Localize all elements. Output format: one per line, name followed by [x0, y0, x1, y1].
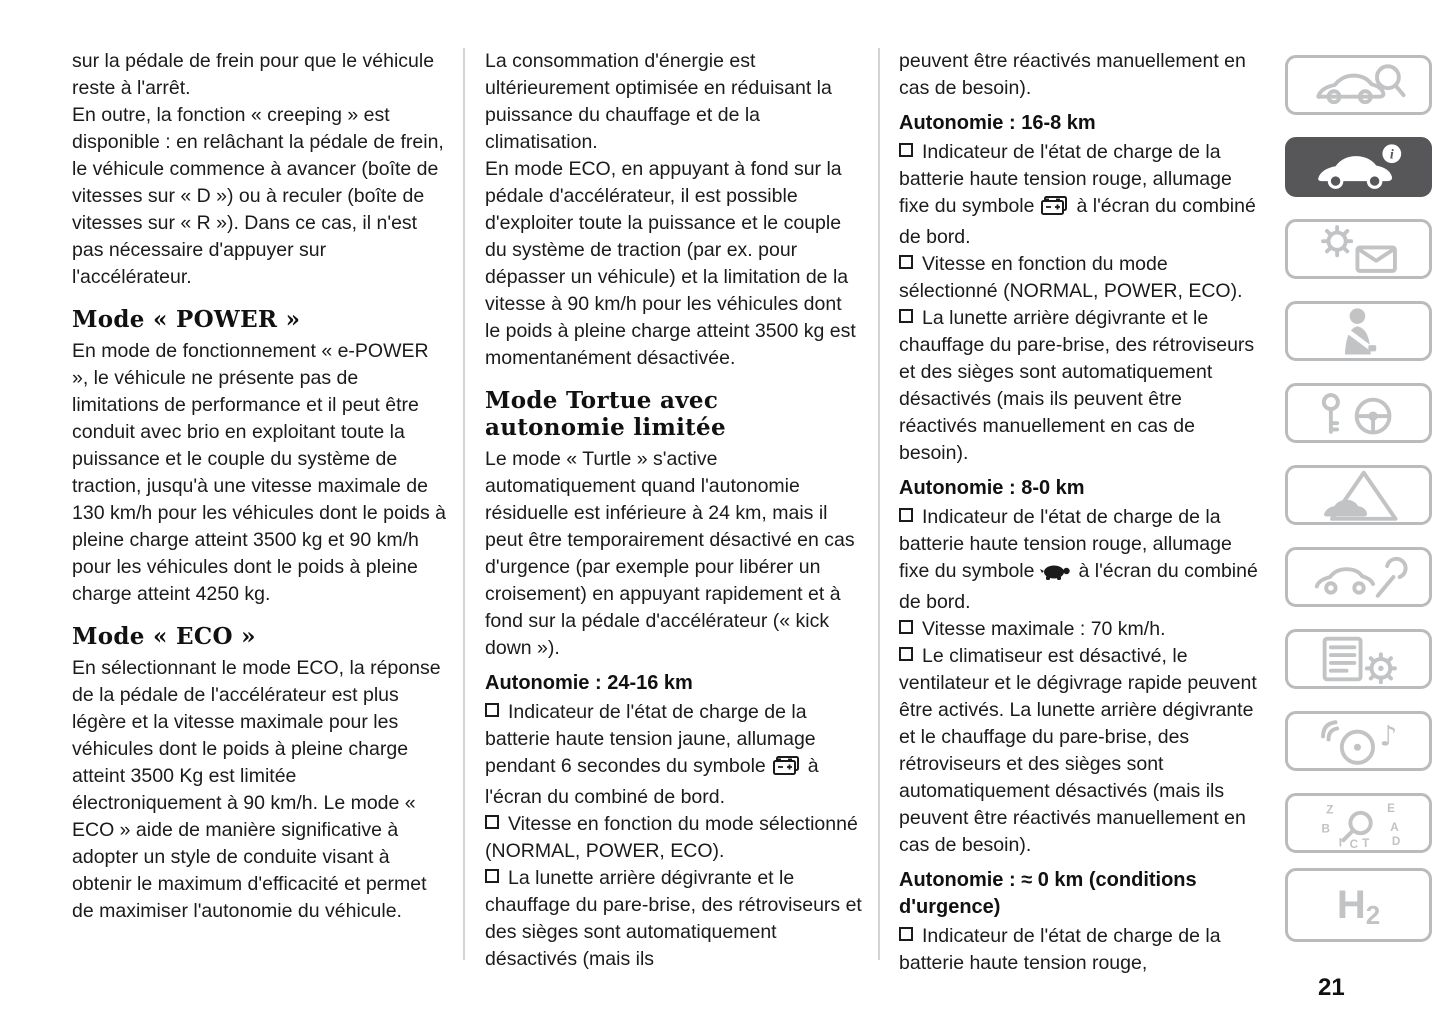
bullet-text: Le climatiseur est désactivé, le ventilateur et le dégivrage rapide peuvent être activés. La lunette arrière dégivrante et le chauffage du pare-brise, des rétroviseurs et des sièges sont automatiquement désactivés (mais ils peuvent être réactivés manuellement en cas de besoin). — [899, 645, 1257, 856]
index-letter: B — [1321, 822, 1330, 836]
square-bullet-icon — [899, 255, 913, 269]
square-bullet-icon — [899, 927, 913, 941]
letters-magnifier-icon — [1303, 798, 1415, 848]
spec-sheet-gear-icon — [1303, 634, 1415, 684]
paragraph: Le mode « Turtle » s'active automatiquement quand l'autonomie résiduelle est inférieure à 24 km, mais il peut être temporairement désactivé en cas d'urgence (par exemple pour libérer un croisement) en appuyant rapidement et à fond sur la pédale d'accélérateur (« kick down »). — [485, 448, 855, 659]
text-column-3 — [899, 48, 1265, 977]
bullet-item — [899, 139, 1265, 251]
index-letter: D — [1391, 834, 1400, 848]
index-letter: I — [1338, 836, 1342, 848]
bullet-text: Vitesse en fonction du mode sélectionné (NORMAL, POWER, ECO). — [899, 253, 1243, 302]
index-letter: A — [1389, 820, 1399, 834]
paragraph: En mode de fonctionnement « e-POWER », le véhicule ne présente pas de limitations de performance et il peut être conduit avec brio en exploitant toute la puissance et le couple du système de traction, jusqu'à une vitesse maximale de 130 km/h pour les véhicules dont le poids à pleine charge atteint 3500 kg et 90 km/h pour les véhicules dont le poids à pleine charge atteint 4250 kg. — [72, 340, 446, 605]
bullet-text: Indicateur de l'état de charge de la batterie haute tension rouge, allumage fixe du symbole — [899, 141, 1232, 217]
bullet-item — [899, 643, 1265, 859]
bullet-text: Vitesse maximale : 70 km/h. — [922, 618, 1166, 640]
index-letter: Z — [1325, 803, 1333, 817]
square-bullet-icon — [485, 703, 499, 717]
tab-alphabetical-index[interactable] — [1285, 793, 1432, 853]
section-heading-turtle: Mode Tortue avec autonomie limitée — [485, 387, 726, 441]
tab-hydrogen-h2[interactable] — [1285, 868, 1432, 942]
tab-warning-lights-messages[interactable] — [1285, 219, 1432, 279]
turtle-icon — [1040, 562, 1072, 589]
paragraph: La consommation d'énergie est ultérieurement optimisée en réduisant la puissance du chauffage et de la climatisation. — [485, 50, 832, 153]
info-glyph: i — [1389, 146, 1394, 163]
bullet-item — [899, 616, 1265, 643]
key-steering-wheel-icon — [1303, 388, 1415, 438]
sun-envelope-icon — [1303, 224, 1415, 274]
subheading-autonomy-16-8: Autonomie : 16-8 km — [899, 112, 1096, 134]
bullet-item — [485, 699, 862, 811]
square-bullet-icon — [485, 815, 499, 829]
tab-starting-and-driving[interactable] — [1285, 383, 1432, 443]
index-letter: T — [1361, 837, 1369, 848]
paragraph: En sélectionnant le mode ECO, la réponse de la pédale de l'accélérateur est plus légère et la vitesse maximale pour les véhicules dont le poids à pleine charge atteint 3500 Kg est limitée électroniquement à 90 km/h. Le mode « ECO » aide de manière significative à adopter un style de conduite visant à obtenir le maximum d'efficacité et permet de maximiser l'autonomie du véhicule. — [72, 657, 441, 922]
index-letter: E — [1386, 802, 1395, 816]
column-divider — [878, 48, 880, 960]
battery-stack-icon — [772, 754, 802, 784]
bullet-item — [485, 811, 862, 865]
tab-technical-data[interactable] — [1285, 629, 1432, 689]
bullet-item — [899, 504, 1265, 616]
tab-servicing-maintenance[interactable] — [1285, 547, 1432, 607]
text-column-1 — [72, 48, 446, 925]
square-bullet-icon — [899, 309, 913, 323]
tab-multimedia[interactable] — [1285, 711, 1432, 771]
section-heading-eco: Mode « ECO » — [72, 623, 256, 650]
bullet-item — [485, 865, 862, 973]
disc-note-icon — [1303, 716, 1415, 766]
subheading-autonomy-0: Autonomie : ≈ 0 km (conditions d'urgence) — [899, 869, 1197, 918]
bullet-text: à l'écran du combiné de bord. — [899, 195, 1256, 248]
car-wrench-icon — [1303, 552, 1415, 602]
seatbelt-person-icon — [1303, 306, 1415, 356]
column-divider — [463, 48, 465, 960]
tab-emergency[interactable] — [1285, 465, 1432, 525]
square-bullet-icon — [899, 143, 913, 157]
section-heading-power: Mode « POWER » — [72, 306, 301, 333]
tab-vehicle-knowledge[interactable] — [1285, 137, 1432, 197]
h2-label-main: H — [1336, 883, 1366, 927]
bullet-item — [899, 305, 1265, 467]
bullet-item — [899, 923, 1265, 977]
warning-triangle-car-icon — [1303, 468, 1415, 522]
bullet-text: Indicateur de l'état de charge de la batterie haute tension rouge, allumage fixe du symbole — [899, 506, 1232, 582]
bullet-text: La lunette arrière dégivrante et le chauffage du pare-brise, des rétroviseurs et des sièges sont automatiquement désactivés (mais ils — [485, 867, 862, 970]
bullet-text: Indicateur de l'état de charge de la batterie haute tension rouge, — [899, 925, 1221, 974]
car-magnifier-icon — [1303, 60, 1415, 110]
square-bullet-icon — [485, 869, 499, 883]
bullet-text: Indicateur de l'état de charge de la batterie haute tension jaune, allumage pendant 6 secondes du symbole — [485, 701, 816, 777]
section-tab-sidebar — [1285, 0, 1438, 1018]
square-bullet-icon — [899, 620, 913, 634]
page-number: 21 — [1318, 974, 1345, 1001]
bullet-text: Vitesse en fonction du mode sélectionné (NORMAL, POWER, ECO). — [485, 813, 858, 862]
text-column-2 — [485, 48, 862, 973]
car-info-icon — [1303, 142, 1415, 192]
subheading-autonomy-24-16: Autonomie : 24-16 km — [485, 672, 693, 694]
h2-label-sub: 2 — [1365, 900, 1381, 930]
paragraph: sur la pédale de frein pour que le véhicule reste à l'arrêt. — [72, 50, 435, 99]
square-bullet-icon — [899, 508, 913, 522]
paragraph: peuvent être réactivés manuellement en cas de besoin). — [899, 50, 1246, 99]
music-note-glyph: ♪ — [1378, 719, 1397, 753]
tab-vehicle-overview[interactable] — [1285, 55, 1432, 115]
bullet-item — [899, 251, 1265, 305]
bullet-text: à l'écran du combiné de bord. — [899, 560, 1258, 613]
battery-stack-icon — [1040, 194, 1070, 224]
square-bullet-icon — [899, 647, 913, 661]
tab-safety[interactable] — [1285, 301, 1432, 361]
bullet-text: à l'écran du combiné de bord. — [485, 755, 819, 808]
paragraph: En outre, la fonction « creeping » est disponible : en relâchant la pédale de frein, le véhicule commence à avancer (boîte de vitesses sur « D ») ou à reculer (boîte de vitesses sur « R »). Dans ce cas, il n'est pas nécessaire d'appuyer sur l'accélérateur. — [72, 104, 444, 288]
index-letter: C — [1349, 838, 1358, 848]
subheading-autonomy-8-0: Autonomie : 8-0 km — [899, 477, 1085, 499]
bullet-text: La lunette arrière dégivrante et le chauffage du pare-brise, des rétroviseurs et des sièges sont automatiquement désactivés (mais ils peuvent être réactivés manuellement en cas de besoin). — [899, 307, 1255, 464]
paragraph: En mode ECO, en appuyant à fond sur la pédale d'accélérateur, il est possible d'exploiter toute la puissance et le couple du système de traction (par ex. pour dépasser un véhicule) et la limitation de la vitesse à 90 km/h pour les véhicules dont le poids à pleine charge atteint 3500 kg est momentanément désactivée. — [485, 158, 856, 369]
